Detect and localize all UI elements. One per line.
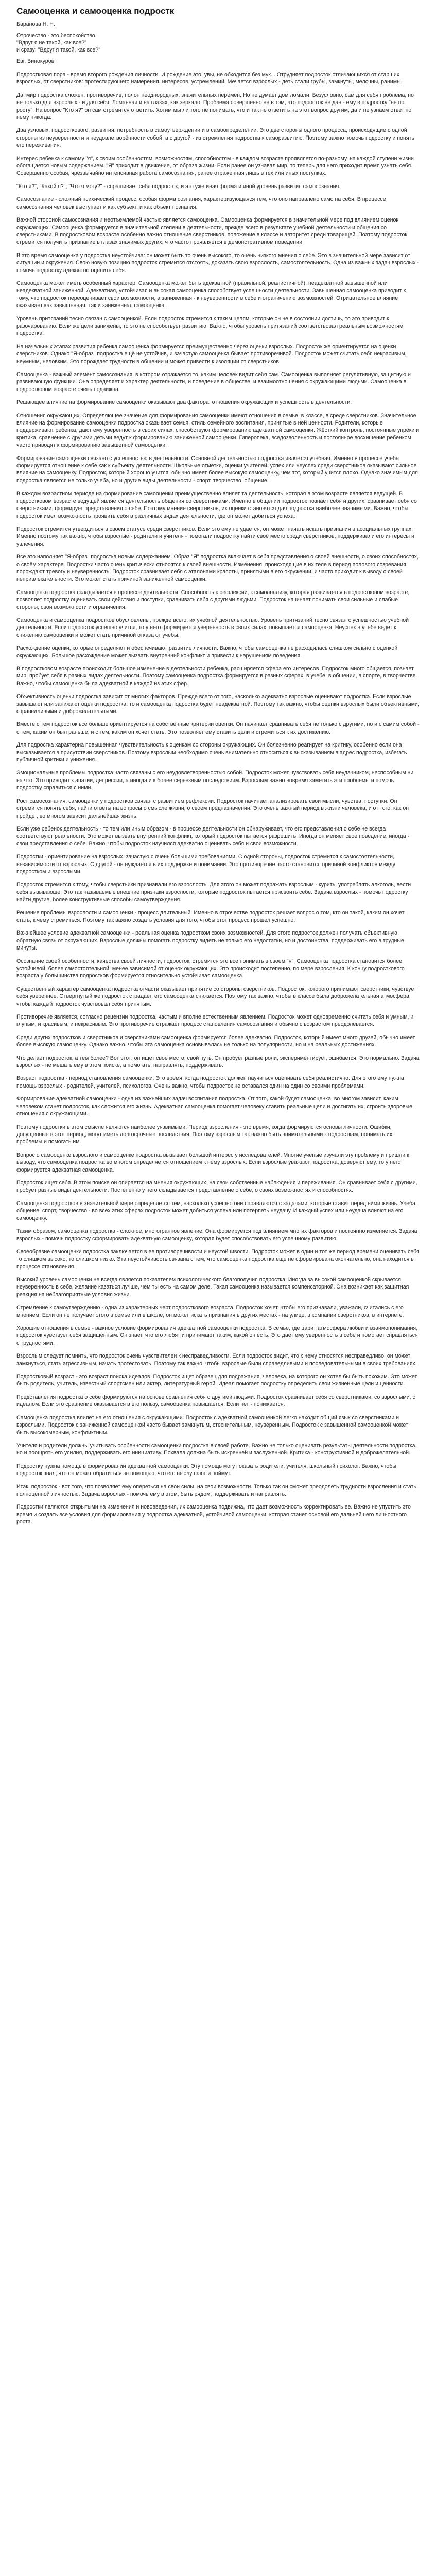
article-paragraph: Взрослым следует помнить, что подросток очень чувствителен к несправедливости. Если подросток видит, что к нему относятся несправедливо, он может замкнуться, стать агрессивным, начать протестовать. Поэтому так важно, чтобы взрослые были справедливыми и последовательными в своих требованиях. xyxy=(16,1353,417,1367)
article-paragraph: В подростковом возрасте происходит большое изменение в деятельности ребенка, расширяется сфера его интересов. Подросток много общается, познает мир, пробует себя в разных видах деятельности. Поэтому самооценка подростка формируется в разных сферах: в учебе, в общении, в спорте, в творчестве. Важно, чтобы самооценка была адекватной в каждой из этих сфер. xyxy=(16,666,417,687)
article-paragraph: Для подростка характерна повышенная чувствительность к оценкам со стороны окружающих. Он болезненно реагирует на критику, особенно если она высказывается в присутствии сверстников. Поэтому взрослым необходимо очень внимательно относиться к высказываниям в адрес подростка, избегать публичной критики и унижения. xyxy=(16,742,407,764)
article-paragraph: Самооценка подростка складывается в процессе деятельности. Способность к рефлексии, к самоанализу, которая развивается в подростковом возрасте, позволяет подростку оценивать свои действия и поступки, сравнивать себя с другими людьми. Подросток начинает понимать свои сильные и слабые стороны, свои возможности и ограничения. xyxy=(16,589,410,611)
article-paragraph: Рост самосознания, самооценки у подростков связан с развитием рефлексии. Подросток начинает анализировать свои мысли, чувства, поступки. Он стремится понять себя, найти ответы на вопросы о смысле жизни, о своем предназначении. Это очень важный период в жизни человека, и от того, как он пройдет, во многом зависит дальнейшая жизнь. xyxy=(16,798,409,819)
article-paragraph: Вместе с тем подросток все больше ориентируется на собственные критерии оценки. Он начинает сравнивать себя не только с другими, но и с самим собой - с тем, каким он был раньше, и с тем, каким он хочет стать. Это позволяет ему ставить цели и стремиться к их достижению. xyxy=(16,721,420,735)
article-paragraph: Эмоциональные проблемы подростка часто связаны с его неудовлетворенностью собой. Подросток может чувствовать себя неудачником, неспособным ни на что. Это приводит к апатии, депрессии, а иногда и к более серьезным последствиям. Взрослым важно вовремя заметить эти проблемы и помочь подростку справиться с ними. xyxy=(16,770,414,791)
article-paragraph: Учителя и родители должны учитывать особенности самооценки подростка в своей работе. Важно не только оценивать результаты деятельности подростка, но и поощрять его усилия, поддерживать его инициативу. Похвала должна быть искренней и заслуженной. Критика - конструктивной и доброжелательной. xyxy=(16,1442,417,1456)
article-paragraph: Вопрос о самооценке взрослого и самооценке подростка вызывает большой интерес у исследователей. Многие ученые изучали эту проблему и пришли к выводу, что самооценка подростка во многом определяется отношением к нему взрослых. Если взрослые уважают подростка, доверяют ему, то у него формируется адекватная самооценка. xyxy=(16,1151,409,1173)
article-paragraph: Формирование адекватной самооценки - одна из важнейших задач воспитания подростка. От того, какой будет самооценка, во многом зависит, каким человеком станет подросток, как сложится его жизнь. Адекватная самооценка помогает человеку ставить реальные цели и достигать их, строить здоровые отношения с окружающими. xyxy=(16,1096,412,1117)
article-paragraph: Своеобразие самооценки подростка заключается в ее противоречивости и неустойчивости. Подросток может в один и тот же период времени оценивать себя то слишком высоко, то слишком низко. Эта неустойчивость связана с тем, что самооценка подростка еще не сформирована окончательно, она находится в процессе становления. xyxy=(16,1248,420,1270)
article-paragraph: Подросток стремится утвердиться в своем статусе среди сверстников. Если это ему не удается, он может начать искать признания в асоциальных группах. Именно поэтому так важно, чтобы взрослые - родители и учителя - помогали подростку найти своё место среди сверстников, поддерживали его интересы и увлечения. xyxy=(16,526,414,547)
article-paragraph: Самооценка - важный элемент самосознания, в котором отражается то, каким человек видит себя сам. Самооценка выполняет регулятивную, защитную и развивающую функции. Она определяет и характер деятельности, и поведение в обществе, и взаимоотношения с окружающими людьми. Самооценка в подростковом возрасте очень подвижна. xyxy=(16,371,411,393)
epigraph xyxy=(16,32,420,54)
article-paragraph: Хорошие отношения в семье - важное условие формирования адекватной самооценки подростка. В семье, где царит атмосфера любви и взаимопонимания, подросток чувствует себя защищенным. Он знает, что его любят и принимают таким, какой он есть. Это дает ему уверенность в себе и помогает справляться с трудностями. xyxy=(16,1325,418,1346)
article-paragraph: Подростку нужна помощь в формировании адекватной самооценки. Эту помощь могут оказать родители, учителя, школьный психолог. Важно, чтобы подросток знал, что он может обратиться за помощью, что его выслушают и поймут. xyxy=(16,1463,396,1477)
article-paragraph: Самооценка подростков в значительной мере определяется тем, насколько успешно они справляются с задачами, которые ставит перед ними жизнь. Учеба, общение, спорт, творчество - во всех этих сферах подросток может добиться успеха или потерпеть неудачу. И каждый успех или неудача влияют на его самооценку. xyxy=(16,1200,417,1222)
article-paragraph: Среди других подростков и сверстников и сверстниками самооценка формируется более адекватно. Подросток, который имеет много друзей, обычно имеет более высокую самооценку. Однако важно, чтобы эта самооценка основывалась не только на популярности, но и на реальных достижениях. xyxy=(16,1034,415,1048)
article-paragraph: Самооценка подростка влияет на его отношения с окружающими. Подросток с адекватной самооценкой легко находит общий язык со сверстниками и взрослыми. Подросток с заниженной самооценкой часто бывает замкнутым, стеснительным, неуверенным. Подросток с завышенной самооценкой может быть высокомерным, конфликтным. xyxy=(16,1414,408,1436)
article-paragraph: Подросток ищет себя. В этом поиске он опирается на мнения окружающих, на свои собственные наблюдения и переживания. Он сравнивает себя с другими, пробует разные виды деятельности. Постепенно у него складывается представление о себе, о своих возможностях и способностях. xyxy=(16,1179,417,1194)
article-paragraph: Подростки являются открытыми на изменения и нововведения, их самооценка подвижна, что дает возможность корректировать ее. Важно не упустить это время и создать все условия для формирования у подростка адекватной, устойчивой самооценки, которая станет основой его дальнейшего личностного роста. xyxy=(16,1504,411,1526)
article-paragraph: В это время самооценка у подростка неустойчива: он может быть то очень высокого, то очень низкого мнения о себе. Это в значительной мере зависит от ситуации и окружения. Свою новую позицию подросток стремится отстоять, доказать свою взрослость, самостоятельность. Одна из важных задач взрослых - помочь подростку адекватно оценить себя. xyxy=(16,252,419,274)
article-paragraph: Формирование самооценки связано с успешностью в деятельности. Основной деятельностью подростка является учебная. Именно в процессе учебы формируется отношение к себе как к субъекту деятельности. Школьные отметки, оценки учителей, успех или неуспех среди сверстников оказывают сильное влияние на самооценку. Подросток, который хорошо учится, обычно имеет более высокую самооценку, чем тот, который учится плохо. Однако значимым для подростка является не только учеба, но и другие виды деятельности - спорт, творчество, общение. xyxy=(16,455,418,484)
article-paragraph: Противоречие является, согласно рецензии подростка, частым и вполне естественным явлением. Подросток может одновременно считать себя и умным, и глупым, и красивым, и некрасивым. Это противоречие отражает процесс становления самосознания и обычно с возрастом преодолевается. xyxy=(16,1014,414,1028)
article-paragraph: Существенный характер самооценка подростка отчасти оказывает принятие со стороны сверстников. Подросток, которого принимают сверстники, чувствует себя увереннее. Отвергнутый же подросток страдает, его самооценка снижается. Поэтому так важно, чтобы в классе была доброжелательная атмосфера, чтобы каждый подросток чувствовал себя принятым. xyxy=(16,986,416,1007)
article-paragraph: Важной стороной самосознания и неотъемлемой частью является самооценка. Самооценка формируется в значительной мере под влиянием оценок окружающих. Самооценка формируется в значительной степени в деятельности, прежде всего в результате учебной деятельности и общения со сверстниками. В подростковом возрасте особенно важно отношение сверстников, положение в классе и авторитет среди товарищей. Поэтому подросток стремится получить признание в глазах значимых других, что часто проявляется в демонстративном поведении. xyxy=(16,217,407,246)
article-paragraph: Объективность оценки подростка зависит от многих факторов. Прежде всего от того, насколько адекватно взрослые оценивают подростка. Если взрослые завышают или занижают оценки подростка, то и самооценка подростка будет неадекватной. Поэтому так важно, чтобы оценки взрослых были объективными, справедливыми и доброжелательными. xyxy=(16,693,420,715)
article-paragraph: Уровень притязаний тесно связан с самооценкой. Если подросток стремится к таким целям, которые он не в состоянии достичь, то это приводит к разочарованию. Если же цели занижены, то это не способствует развитию. Важно, чтобы уровень притязаний соответствовал реальным возможностям подростка. xyxy=(16,315,404,337)
article-paragraph: На начальных этапах развития ребенка самооценка формируется преимущественно через оценки взрослых. Подросток же ориентируется на оценки сверстников. Однако "Я-образ" подростка ещё не устойчив, и зачастую самооценка бывает противоречивой. Подросток может считать себя некрасивым, неумным, неловким. Это порождает трудности в общении и может привести к изоляции от сверстников. xyxy=(16,343,407,365)
epigraph-line: Отрочество - это беспокойство. xyxy=(16,32,97,39)
article-paragraph: "Кто я?", "Какой я?", "Что я могу?" - спрашивает себя подросток, и это уже иная форма и иной уровень развития самосознания. xyxy=(16,183,341,190)
article-paragraph: Осознание своей особенности, качества своей личности, подросток, стремится это все понимать в своем "я". Самооценка подростка становится более устойчивой, более самостоятельной, менее зависимой от оценок окружающих. Это происходит постепенно, по мере взросления. К концу подросткового возраста у большинства подростков формируется относительно устойчивая самооценка. xyxy=(16,958,405,979)
article-paragraph: Поэтому подростки в этом смысле являются наиболее уязвимыми. Период взросления - это время, когда формируются основы личности. Ошибки, допущенные в этот период, могут иметь долгосрочные последствия. Поэтому взрослым так важно быть внимательными к подросткам, понимать их проблемы и помогать им. xyxy=(16,1124,393,1145)
article-paragraph: Подростковый возраст - это возраст поиска идеалов. Подросток ищет образец для подражания, человека, на которого он хотел бы быть похожим. Это может быть родитель, учитель, известный спортсмен или актер, литературный герой. Идеал помогает подростку определить свои жизненные цели и ценности. xyxy=(16,1374,417,1387)
article-paragraph: Отношения окружающих. Определяющее значение для формирования самооценки имеют отношения в семье, в классе, в среде сверстников. Значительное влияние на формирование самооценки подростка оказывает семья, стиль семейного воспитания, принятые в ней ценности. Родители, которые поддерживают ребенка, дают ему уверенность в своих силах, способствуют формированию адекватной самооценки. Жёсткий контроль, постоянные упрёки и критика, сравнение с другими детьми ведут к формированию заниженной самооценки. Гиперопека, вседозволенность и постоянное восхищение ребенком часто приводят к формированию завышенной самооценки. xyxy=(16,412,420,449)
article-paragraph: Подростковая пора - время второго рождения личности. И рождение это, увы, не обходится без мук... Отрудняет подросток отличающихся от старших взрослых, от сверстников: протестирующего намерения, интересов, устремлений. Мечается взрослых - деть стали грубы, замкнуты, мелочны, ранимы. xyxy=(16,72,403,86)
article xyxy=(8,0,428,1541)
article-paragraph: Два узловых, подросткового, развития: потребность в самоутверждении и в самоопределении. Это две стороны одного процесса, происходящие с одной стороны из неуверенности и неудовлетворённости собой, а с другой - из стремления подростка к саморазвитию. Поэтому важно помочь подростку и понять его переживания. xyxy=(16,127,414,149)
article-paragraph: Таким образом, самооценка подростка - сложное, многогранное явление. Она формируется под влиянием многих факторов и постоянно изменяется. Задача взрослых - помочь подростку сформировать адекватную самооценку, которая будет способствовать его успешному развитию. xyxy=(16,1228,417,1242)
article-paragraph: Интерес ребенка к самому "я", к своим особенностям, возможностям, способностям - в каждом возрасте проявляется по-разному, на каждой ступени жизни обогащается новым содержанием. "Я" приходит в движение, от образа жизни. Если ранее он узнавал мир, то теперь для него приходит время узнать себя. Совершенно особая, чрезвычайно интенсивная работа самосознания, ранее отраженная лишь в тех или иных поступках. xyxy=(16,155,414,177)
article-paragraph: Подросток стремится к тому, чтобы сверстники признавали его взрослость. Для этого он может подражать взрослым - курить, употреблять алкоголь, вести себя вызывающе. Это так называемые внешние признаки взрослости, которые подросток пытается присвоить себе. Задача взрослых - помочь подростку найти другие, более конструктивные способы самоутверждения. xyxy=(16,882,411,903)
article-paragraph: Самооценка и самооценка подростков обусловлены, прежде всего, их учебной деятельностью. Уровень притязаний тесно связан с успешностью учебной деятельности. Если подросток успешно учится, то у него формируется уверенность в своих силах, повышается самооценка. Неуспех в учебе ведет к снижению самооценки и может стать причиной отказа от учебы. xyxy=(16,617,409,638)
author-name: Баранова Н. Н. xyxy=(16,21,55,27)
epigraph-author: Евг. Винокуров xyxy=(16,58,55,64)
article-paragraph: Решающее влияние на формирование самооценки оказывают два фактора: отношения окружающих и успешность в деятельности. xyxy=(16,399,352,406)
article-paragraph: В каждом возрастном периоде на формирование самооценки преимущественно влияет та деятельность, которая в этом возрасте является ведущей. В подростковом возрасте ведущей является деятельность общения со сверстниками. Именно в общении подросток познаёт себя и других, сравнивает себя со сверстниками, формирует представления о себе. Поэтому мнение сверстников, их оценки становятся для подростка наиболее значимыми. Важно, чтобы подросток имел возможность проявить себя в различных видах деятельности, где он может добиться успеха. xyxy=(16,490,417,519)
article-paragraph: Возраст подростка - период становления самооценки. Это время, когда подросток должен научиться оценивать себя реалистично. Для этого ему нужна помощь взрослых - родителей, учителей, психологов. Очень важно, чтобы подросток не оставался один на один со своими проблемами. xyxy=(16,1075,404,1089)
article-paragraph: Высокий уровень самооценки не всегда является показателем психологического благополучия подростка. Иногда за высокой самооценкой скрывается неуверенность в себе, желание казаться лучше, чем ты есть на самом деле. Такая самооценка называется компенсаторной. Она возникает как защитная реакция на неблагоприятные условия жизни. xyxy=(16,1277,409,1298)
article-paragraph: Если уже ребенок деятельность - то тем или иным образом - в процессе деятельности он обнаруживает, что его представления о себе не всегда соответствуют реальности. Это может вызвать внутренний конфликт, который подросток пытается разрешить. Иногда он меняет свое поведение, иногда - свои представления о себе. Важно, чтобы подросток научился адекватно оценивать себя и свои возможности. xyxy=(16,825,410,847)
article-paragraph: Самооценка может иметь особенный характер. Самооценка может быть адекватной (правильной, реалистичной), неадекватной завышенной или неадекватной заниженной. Адекватная, устойчивая и высокая самооценка способствует успешности деятельности. Завышенная самооценка приводит к тому, что подросток переоценивает свои возможности, а заниженная - к неуверенности в себе и ограничению возможностей. Отрицательное влияние оказывает как завышенная, так и заниженная самооценка. xyxy=(16,280,406,309)
article-paragraph: Подростки - ориентирование на взрослых, зачастую с очень большими требованиями. С одной стороны, подросток стремится к самостоятельности, независимости от взрослых. С другой - он нуждается в их поддержке и понимании. Это противоречие часто становится причиной конфликтов между подростком и взрослыми. xyxy=(16,854,395,875)
article-paragraph: Итак, подросток - вот того, что позволяет ему опереться на свои силы, на свои возможности. Только так он сможет преодолеть трудности взросления и стать полноценной личностью. Задача взрослых - помочь ему в этом, быть рядом, поддерживать и направлять. xyxy=(16,1483,416,1497)
article-paragraph: Всё это наполняет "Я-образ" подростка новым содержанием. Образ "Я" подростка включает в себя представления о своей внешности, о своих способностях, о своём характере. Подростки часто очень критически относятся к своей внешности. Изменения, происходящие в их теле в период полового созревания, порождают тревогу и неуверенность. Подросток сравнивает себя с эталонами красоты, принятыми в его окружении, и часто приходит к выводу о своей непривлекательности. Это может стать причиной заниженной самооценки. xyxy=(16,554,418,583)
article-paragraph: Решение проблемы взрослости и самооценки - процесс длительный. Именно в отрочестве подросток решает вопрос о том, кто он такой, каким он хочет стать, к чему стремиться. Поэтому так важно создать условия для того, чтобы этот процесс прошел успешно. xyxy=(16,909,405,923)
epigraph-line: и сразу: "Вдруг я такой, как все?" xyxy=(16,47,100,53)
article-paragraph: Важнейшее условие адекватной самооценки - реальная оценка подростком своих возможностей. Для этого подросток должен получать объективную обратную связь от окружающих. Взрослые должны помогать подростку видеть не только его недостатки, но и достоинства, поддерживать его в трудные минуты. xyxy=(16,930,404,952)
article-body xyxy=(16,71,420,1526)
article-paragraph: Самосознание - сложный психический процесс, особая форма сознания, характеризующаяся тем, что оно направлено само на себя. В процессе самосознания человек выступает и как субъект, и как объект познания. xyxy=(16,196,386,210)
article-paragraph: Что делает подросток, а тем более? Вот этот: он ищет свое место, свой путь. Он пробует разные роли, экспериментирует, ошибается. Это нормально. Задача взрослых - не мешать ему в этом поиске, а помогать, направлять, поддерживать. xyxy=(16,1055,420,1069)
article-paragraph: Расхождение оценки, которые определяют и обеспечивают развитие личности. Важно, чтобы самооценка не расходилась слишком сильно с оценкой окружающих. Большое расхождение может вызвать внутренний конфликт и привести к нарушениям поведения. xyxy=(16,645,398,659)
epigraph-line: "Вдруг я не такой, как все?" xyxy=(16,40,86,46)
article-title: Самооценка и самооценка подростк xyxy=(16,6,175,16)
article-paragraph: Да, мир подростка сложен, противоречив, полон неоднородных, значительных перемен. Но не думает дом ломали. Безусловно, сам для себя проблема, но не только для взрослых - и для себя. Ломанная и на глазах, как зеркало. Проблема совершенно не в том, что подросток не дан - ему в подростку "не по росту". На вопрос "Кто я?" он сам стремится ответить. Хотим мы ли того не понимать, что и так не ответить на этот вопрос другим, да и не узнаем ответ по нему никогда. xyxy=(16,92,414,121)
article-paragraph: Стремление к самоутверждению - одна из характерных черт подросткового возраста. Подросток хочет, чтобы его признавали, уважали, считались с его мнением. Если он не получает этого в семье или в школе, он может искать признания в других местах - на улице, в компании сверстников, в интернете. xyxy=(16,1304,404,1318)
article-paragraph: Представления подростка о себе формируются на основе сравнения себя с другими людьми. Подросток сравнивает себя со сверстниками, со взрослыми, с идеалом. Если это сравнение оказывается в его пользу, самооценка повышается. Если нет - понижается. xyxy=(16,1394,415,1408)
